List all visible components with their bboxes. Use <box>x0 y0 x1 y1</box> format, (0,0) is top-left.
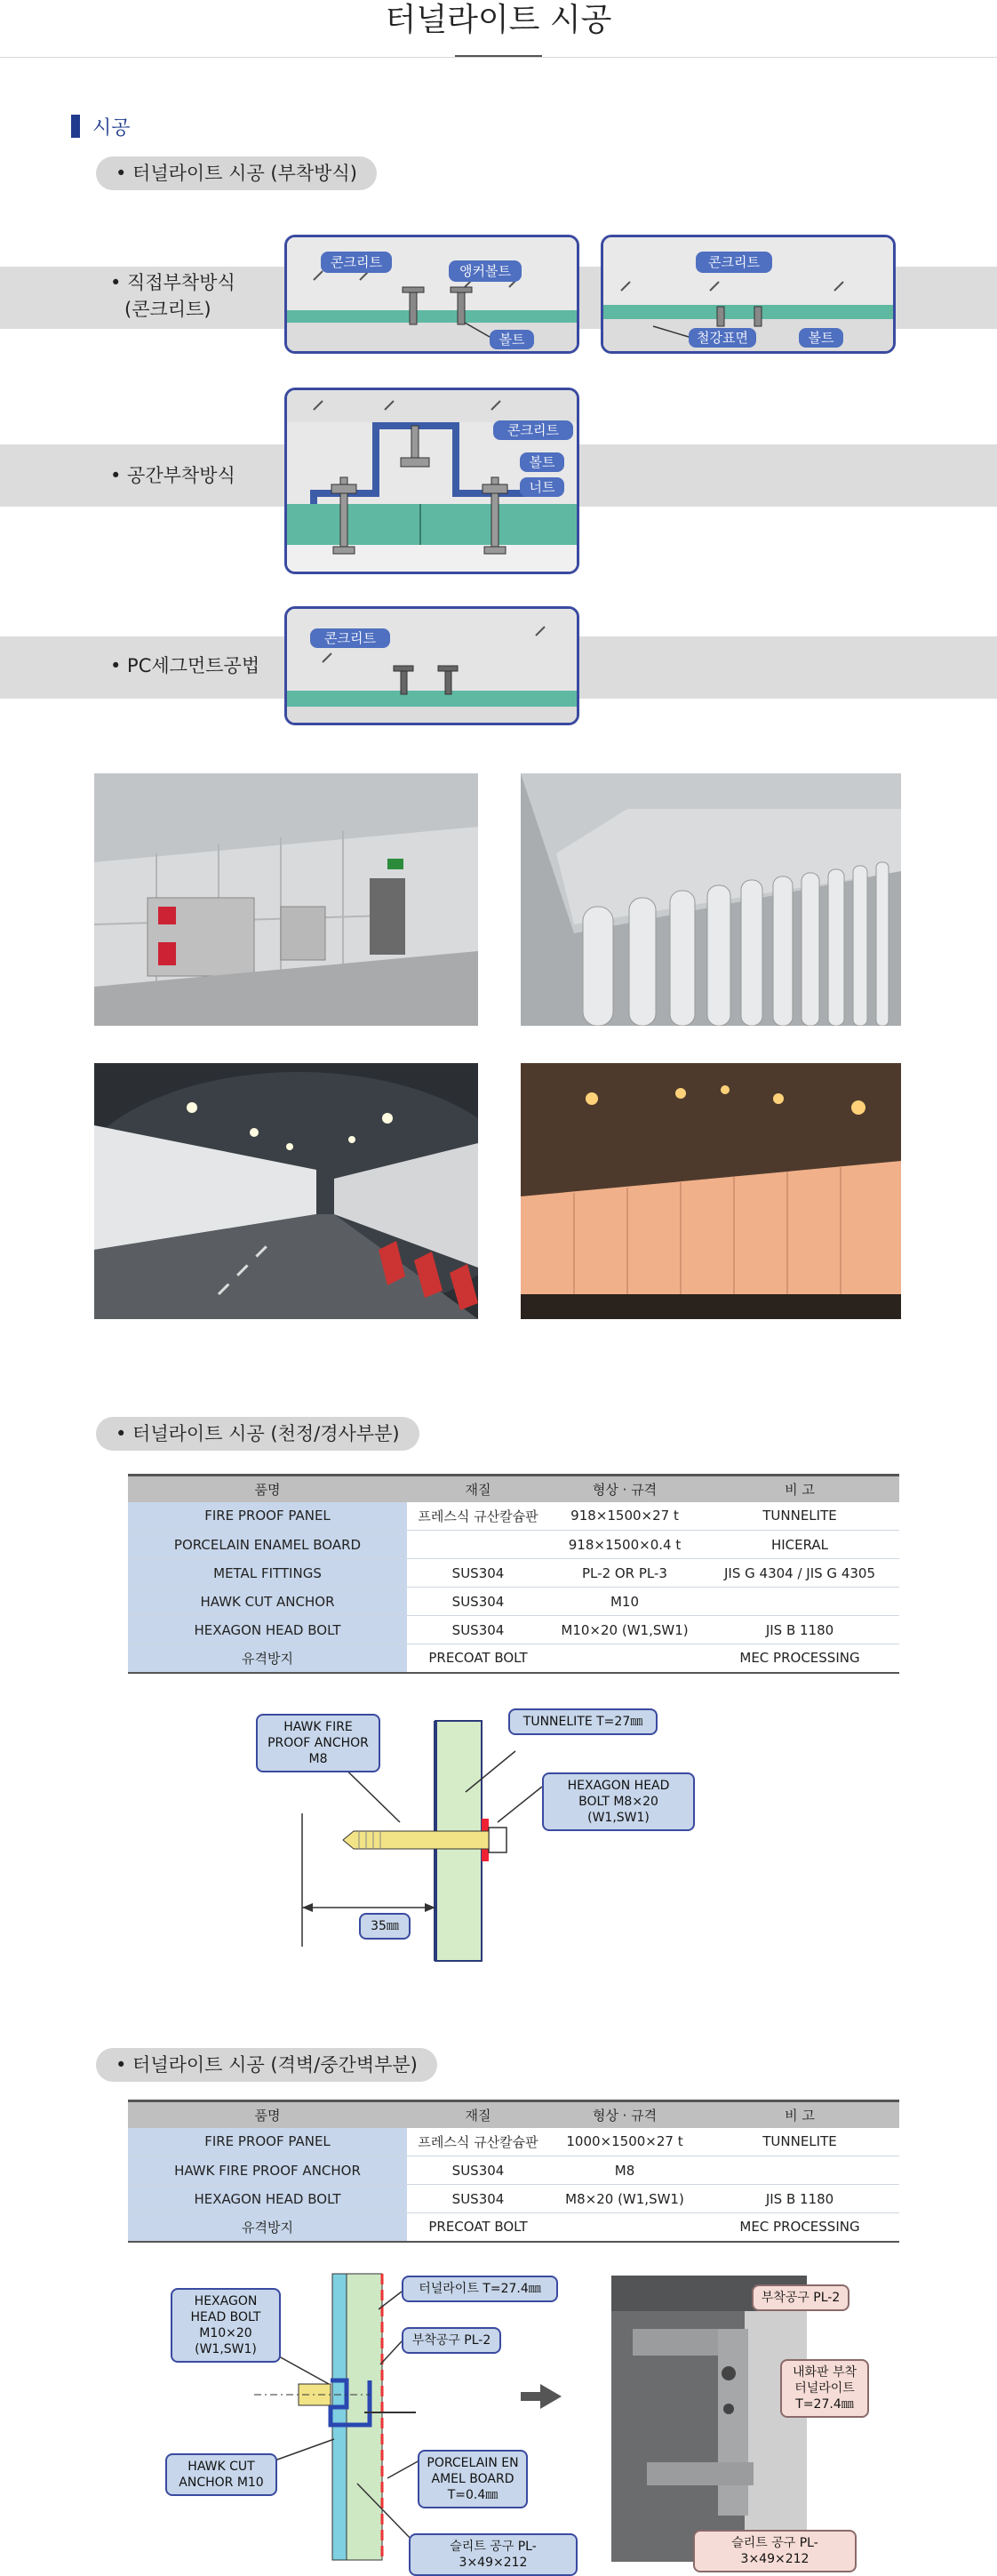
callout-anchor: HAWK FIRE PROOF ANCHOR M8 <box>256 1714 380 1772</box>
col-header: 형상 · 규격 <box>549 1476 700 1502</box>
table-cell: PL-2 OR PL-3 <box>549 1559 700 1588</box>
table-cell: JIS G 4304 / JIS G 4305 <box>700 1559 899 1588</box>
table-cell: PRECOAT BOLT <box>407 1644 549 1673</box>
table-cell: SUS304 <box>407 2156 549 2185</box>
table-cell: M8×20 (W1,SW1) <box>549 2185 700 2213</box>
table-cell: M8 <box>549 2156 700 2185</box>
table-cell: M10×20 (W1,SW1) <box>549 1616 700 1644</box>
callout-photo-fitting: 부착공구 PL-2 <box>752 2284 849 2311</box>
label-concrete-4: 콘크리트 <box>324 630 376 646</box>
photo-tunnel-wall-panels <box>94 773 478 1026</box>
table-row <box>128 1531 899 1559</box>
label-concrete: 콘크리트 <box>331 254 382 270</box>
callout-wall-anchor: HAWK CUT ANCHOR M10 <box>165 2453 277 2496</box>
label-direct-line2: (콘크리트) <box>124 299 211 320</box>
table-row <box>128 2156 899 2185</box>
label-bolt-2: 볼트 <box>808 330 834 346</box>
spec-table-ceiling <box>128 1474 899 1674</box>
label-nut: 너트 <box>529 479 555 495</box>
col-header: 형상 · 규격 <box>549 2101 700 2128</box>
callout-photo-slit: 슬리트 공구 PL-3×49×212 <box>693 2530 857 2572</box>
col-header: 재질 <box>407 2101 549 2128</box>
col-header: 비 고 <box>700 1476 899 1502</box>
section-marker <box>71 115 80 138</box>
page-title: 터널라이트 시공 <box>385 2 612 38</box>
table-cell: HAWK CUT ANCHOR <box>128 1588 407 1616</box>
table-cell <box>700 2156 899 2185</box>
table-cell <box>549 1644 700 1673</box>
table-cell: JIS B 1180 <box>700 2185 899 2213</box>
table-row <box>128 1559 899 1588</box>
table-cell: PORCELAIN ENAMEL BOARD <box>128 1531 407 1559</box>
diagram-pc-segment <box>284 606 579 725</box>
table-row <box>128 1502 899 1531</box>
table-cell <box>407 1531 549 1559</box>
callout-wall-fitting: 부착공구 PL-2 <box>402 2327 501 2354</box>
label-anchor-bolt: 앵커볼트 <box>459 263 511 279</box>
callout-wall-tunnelite: 터널라이트 T=27.4㎜ <box>402 2276 558 2302</box>
table-cell: JIS B 1180 <box>700 1616 899 1644</box>
label-space: • 공간부착방식 <box>110 465 235 486</box>
table-cell: 프레스식 규산칼슘판 <box>407 2128 549 2156</box>
table-cell: MEC PROCESSING <box>700 2213 899 2242</box>
label-bolt-3: 볼트 <box>529 454 555 470</box>
spec-table-wall <box>128 2100 899 2243</box>
photo-tunnel-road <box>94 1063 478 1319</box>
table-cell: FIRE PROOF PANEL <box>128 1502 407 1531</box>
section-title: 시공 <box>92 116 131 140</box>
label-pc: • PC세그먼트공법 <box>110 655 260 676</box>
callout-dimension: 35㎜ <box>359 1913 411 1940</box>
table-cell: PRECOAT BOLT <box>407 2213 549 2242</box>
table-cell: SUS304 <box>407 2185 549 2213</box>
table-row <box>128 1644 899 1673</box>
label-steel-surface: 철강표면 <box>697 330 748 346</box>
table-cell: SUS304 <box>407 1616 549 1644</box>
title-rule <box>0 57 997 58</box>
table-row <box>128 2213 899 2242</box>
photo-tunnel-ceiling-columns <box>521 773 901 1026</box>
col-header: 품명 <box>128 1476 407 1502</box>
pill-ceiling: • 터널라이트 시공 (천정/경사부분) <box>96 1417 419 1451</box>
callout-slit: 슬리트 공구 PL-3×49×212 <box>409 2533 578 2576</box>
table-cell: FIRE PROOF PANEL <box>128 2128 407 2156</box>
table-row <box>128 1616 899 1644</box>
table-cell: SUS304 <box>407 1559 549 1588</box>
photo-tunnel-panels-lit <box>521 1063 901 1319</box>
table-cell: TUNNELITE <box>700 2128 899 2156</box>
callout-wall-bolt: HEXAGON HEAD BOLT M10×20 (W1,SW1) <box>171 2288 281 2363</box>
label-direct-line1: • 직접부착방식 <box>110 272 235 293</box>
table-cell: METAL FITTINGS <box>128 1559 407 1588</box>
col-header: 비 고 <box>700 2101 899 2128</box>
table-cell: SUS304 <box>407 1588 549 1616</box>
callout-porcelain: PORCELAIN EN AMEL BOARD T=0.4㎜ <box>418 2450 528 2508</box>
table-cell <box>700 1588 899 1616</box>
callout-photo-panel: 내화판 부착 터널라이트 T=27.4㎜ <box>780 2359 869 2418</box>
table-cell: 프레스식 규산칼슘판 <box>407 1502 549 1531</box>
label-concrete-3: 콘크리트 <box>507 422 559 438</box>
table-cell: 유격방지 <box>128 2213 407 2242</box>
diagram-direct-steel <box>601 235 896 354</box>
pill-attach-method: • 터널라이트 시공 (부착방식) <box>96 156 377 190</box>
col-header: 품명 <box>128 2101 407 2128</box>
table-cell: M10 <box>549 1588 700 1616</box>
table-cell: TUNNELITE <box>700 1502 899 1531</box>
diagram-space-attach <box>284 388 579 574</box>
diagram-direct-anchor <box>284 235 579 354</box>
section-heading <box>71 113 131 140</box>
table-cell: 1000×1500×27 t <box>549 2128 700 2156</box>
table-cell <box>549 2213 700 2242</box>
label-bolt: 볼트 <box>498 332 525 348</box>
callout-hex-bolt: HEXAGON HEAD BOLT M8×20 (W1,SW1) <box>542 1772 695 1831</box>
callout-tunnelite: TUNNELITE T=27㎜ <box>508 1708 658 1735</box>
table-row <box>128 2128 899 2156</box>
table-row <box>128 2185 899 2213</box>
table-cell: 유격방지 <box>128 1644 407 1673</box>
col-header: 재질 <box>407 1476 549 1502</box>
table-cell: 918×1500×27 t <box>549 1502 700 1531</box>
table-cell: HICERAL <box>700 1531 899 1559</box>
table-cell: MEC PROCESSING <box>700 1644 899 1673</box>
table-header-row <box>128 1476 899 1502</box>
table-row <box>128 1588 899 1616</box>
table-cell: HAWK FIRE PROOF ANCHOR <box>128 2156 407 2185</box>
pill-wall: • 터널라이트 시공 (격벽/중간벽부분) <box>96 2048 437 2082</box>
label-concrete-2: 콘크리트 <box>708 254 760 270</box>
table-cell: 918×1500×0.4 t <box>549 1531 700 1559</box>
table-cell: HEXAGON HEAD BOLT <box>128 1616 407 1644</box>
table-cell: HEXAGON HEAD BOLT <box>128 2185 407 2213</box>
table-header-row <box>128 2101 899 2128</box>
photo-wall-fitting <box>611 2276 807 2562</box>
